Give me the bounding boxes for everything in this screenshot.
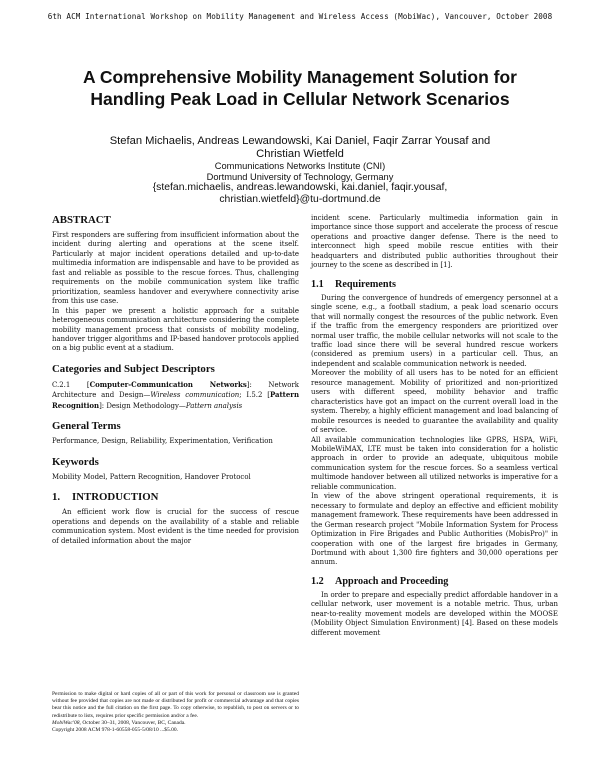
paper-title [40, 66, 560, 110]
email-line: christian.wietfeld}@tu-dortmund.de [219, 193, 381, 205]
requirements-paragraph: In view of the above stringent operational requirements, it is necessary to formulate and deploy an effective and efficient mobility management framework. These requirements have been addressed in the German research project "Mobile Information System for Process Optimization in Fire Brigades and Public Authorities (MobisPro)" in cooperation with one of the largest fire brigades in Germany, Dortmund with about 1,300 fire fighters and 30,000 operations per annum. [311, 492, 558, 567]
university: Dortmund University of Technology, Germany [206, 171, 394, 182]
copyright-line: Copyright 2008 ACM 978-1-60558-055-5/08/10 ...$5.00. [52, 727, 179, 734]
section-title: Requirements [335, 278, 396, 290]
requirements-paragraph: During the convergence of hundreds of emergency personnel at a single scene, e.g., a football stadium, a peak load scenario occurs that will normally congest the resources of the public network. Even if the traffic from the emergency responders are prioritized over normal user traffic, the mobile cellular networks will not scale to the traffic load since there will be several hundred rescue workers (considered as premium users) in a particular cell. Thus, an independent and scalable communication network is needed. [311, 293, 558, 368]
categories-part: ; I.5.2 [ [239, 391, 270, 400]
section-number: 1.1 [311, 278, 324, 290]
approach-paragraph: In order to prepare and especially predict affordable handover in a cellular network, user movement is a notable metric. Thus, urban near-to-reality movement models are developed within the MOOSE (Mobility Object Simulation Environment) [4]. Based on these models different movement [311, 590, 558, 637]
author-line: Stefan Michaelis, Andreas Lewandowski, Kai Daniel, Faqir Zarrar Yousaf and [109, 135, 491, 147]
affiliation [60, 161, 540, 205]
copyright-footnote [52, 691, 299, 734]
author-list [60, 135, 540, 161]
venue-name: MobiWac'08, [52, 719, 81, 726]
categories-part: ]: Network Architecture and Design— [52, 380, 299, 400]
categories-text [52, 380, 299, 411]
categories-part: C.2.1 [ [52, 380, 90, 389]
categories-term: Computer-Communication Networks [89, 379, 247, 389]
categories-subject: Pattern analysis [185, 401, 243, 410]
section-number: 1.2 [311, 575, 324, 587]
introduction-heading [52, 491, 299, 504]
right-column [311, 214, 558, 638]
author-line: Christian Wietfeld [256, 148, 344, 160]
abstract-heading: ABSTRACT [52, 214, 111, 226]
keywords-heading: Keywords [52, 455, 99, 468]
categories-subject: Wireless communication [150, 391, 240, 400]
section-number: 1. [52, 491, 61, 504]
requirements-paragraph: All available communication technologies like GPRS, HSPA, WiFi, MobileWiMAX, LTE must be taken into consideration for a holistic approach in order to provide an adequate, ubiquitous mobile communication system for the rescue forces. So a seamless vertical multimode handover between all utilized networks is imperative for a reliable communication. [311, 435, 558, 491]
section-title: Approach and Proceeding [335, 575, 449, 587]
categories-term: Pattern Recognition [52, 390, 299, 410]
running-head: 6th ACM International Workshop on Mobility Management and Wireless Access (MobiWac), Vancouver, October 2008 [47, 12, 553, 21]
venue-line [52, 720, 299, 727]
introduction-paragraph: An efficient work flow is crucial for the success of rescue operations and depends on the availability of a stable and reliable communication system. Most evident is the time needed for provision of detailed information about the major [52, 508, 299, 545]
permission-notice: Permission to make digital or hard copies of all or part of this work for personal or classroom use is granted without fee provided that copies are not made or distributed for profit or commercial advantage and that copies bear this notice and the full citation on the first page. To copy otherwise, to republish, to post on servers or to redistribute to lists, requires prior specific permission and/or a fee. [52, 691, 299, 719]
title-line: A Comprehensive Mobility Management Solution for [83, 67, 517, 87]
abstract-paragraph: In this paper we present a holistic approach for a suitable heterogeneous communication architecture considering the complete mobility management process that consists of mobility modeling, handover trigger algorithms and IP-based handover protocols applied on a big public event at a stadium. [52, 306, 299, 353]
requirements-paragraph: Moreover the mobility of all users has to be noted for an efficient resource management. Mobility of prioritized and non-prioritized users with different speed, mobility behavior and traffic characteristics have got an impact on the current overall load in the system. Thereby, a highly efficient management and load balancing of mobile resources is needed to guarantee the availability and quality of service. [311, 369, 558, 435]
requirements-heading [311, 279, 558, 291]
approach-heading [311, 576, 558, 588]
keywords-text: Mobility Model, Pattern Recognition, Handover Protocol [52, 472, 251, 481]
introduction-paragraph-continued: incident scene. Particularly multimedia information gain in importance since those support and accelerate the process of rescue operations and proactive danger defense. There is the need to interconnect high speed mobile rescue entities with their headquarters and distributed public authorities throughout their journey to the scene as described in [1]. [311, 214, 558, 270]
section-title: INTRODUCTION [72, 491, 159, 504]
abstract-paragraph: First responders are suffering from insufficient information about the incident during alerting and operations at the scene itself. Particularly at major incident operations detailed and up-to-date multimedia information are indispensable and have to be provided as fast and reliable as possible to the rescue forces. Thus, challenging requirements on the mobile communication system like traffic prioritization, seamless handover and everywhere connectivity arise from this use case. [52, 231, 299, 306]
left-column [52, 214, 299, 546]
institute: Communications Networks Institute (CNI) [214, 161, 386, 171]
categories-part: ]: Design Methodology— [99, 401, 186, 410]
title-line: Handling Peak Load in Cellular Network Scenarios [90, 89, 510, 109]
categories-heading: Categories and Subject Descriptors [52, 362, 215, 375]
general-terms-heading: General Terms [52, 420, 121, 433]
email-line: {stefan.michaelis, andreas.lewandowski, kai.daniel, faqir.yousaf, [152, 182, 448, 193]
general-terms-text: Performance, Design, Reliability, Experimentation, Verification [52, 437, 273, 446]
venue-details: October 30–31, 2008, Vancouver, BC, Canada. [80, 719, 186, 726]
